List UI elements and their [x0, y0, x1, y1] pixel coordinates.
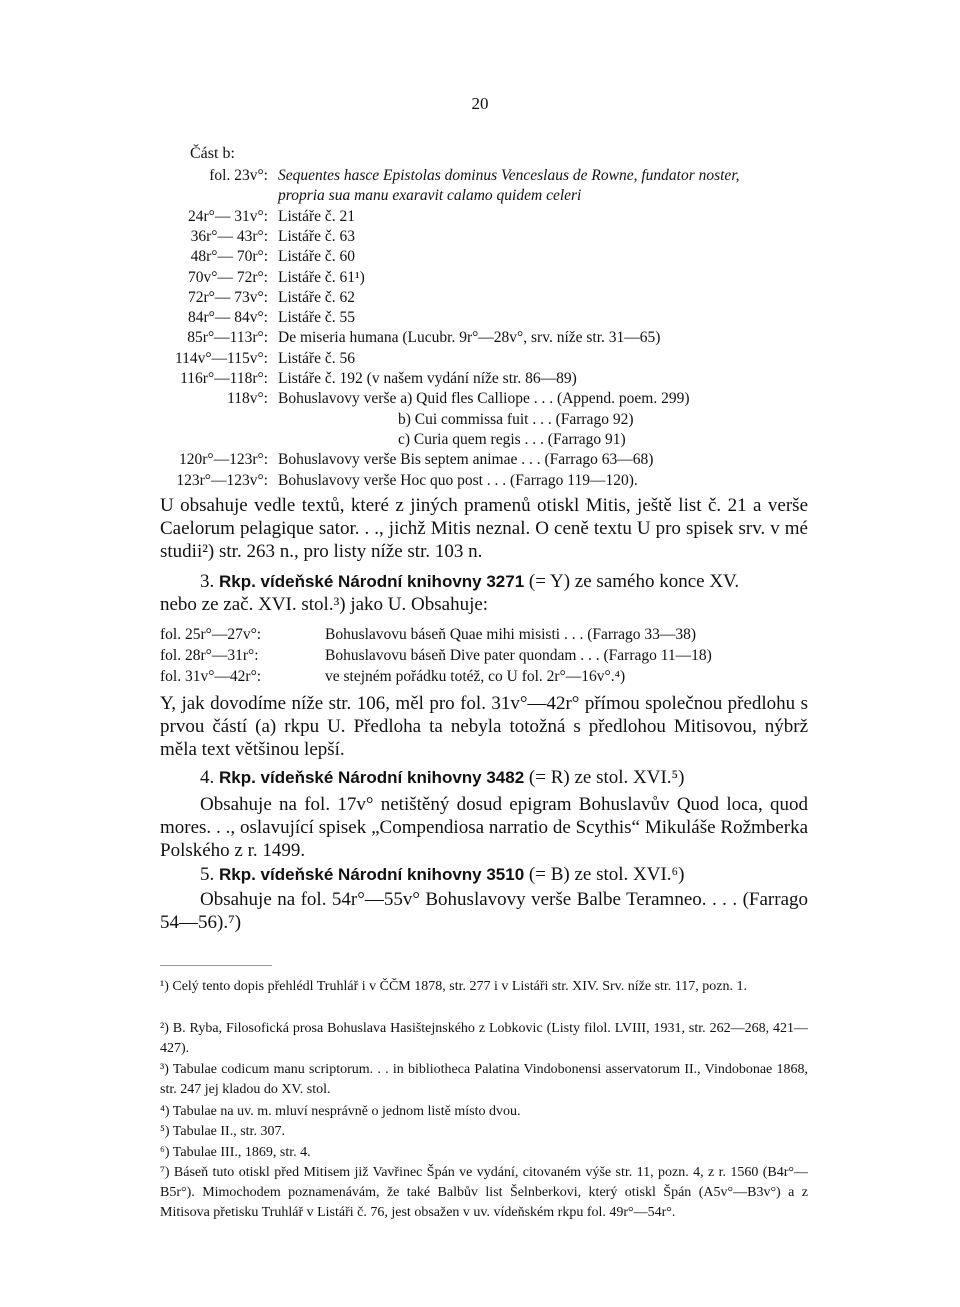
- entry-description: Bohuslavovy verše a) Quid fles Calliope . . . (Append. poem. 299): [278, 390, 690, 408]
- paragraph-u-contents: U obsahuje vedle textů, které z jiných pramenů otiskl Mitis, ještě list č. 21 a verše Caelorum pelagique sator. . ., jichž Mitis neznal. O ceně textu U pro spisek srv. v mé studii²) str. 263 n., pro listy níže str. 103 n.: [160, 495, 808, 562]
- heading-number: 3.: [200, 571, 215, 592]
- section-label: Část b:: [190, 145, 235, 162]
- entry-description: propria sua manu exaravit calamo quidem celeri: [278, 187, 582, 205]
- footnote: ³) Tabulae codicum manu scriptorum. . . in bibliotheca Palatina Vindobonensi asservatorum II., Vindobonae 1868, str. 247 jej kladou do XV. stol.: [160, 1062, 808, 1097]
- entry-description: b) Cui commissa fuit . . . (Farrago 92): [398, 410, 634, 428]
- heading-manuscript-4: [200, 767, 685, 789]
- folio-range: 36r°— 43r°:: [190, 227, 268, 245]
- manuscript-entry: [0, 269, 960, 289]
- heading-continuation: nebo ze zač. XVI. stol.³) jako U. Obsahuje:: [160, 594, 489, 615]
- manuscript-entry: [0, 309, 960, 329]
- folio-range: 85r°—113r°:: [187, 329, 268, 347]
- entry-description: Bohuslavovu báseň Quae mihi misisti . . . (Farrago 33—38): [325, 626, 697, 643]
- folio-range: 72r°— 73v°:: [188, 288, 268, 306]
- folio-range: 48r°— 70r°:: [190, 248, 268, 266]
- heading-title: Rkp. vídeňské Národní knihovny 3510: [219, 865, 525, 884]
- entry-description: De miseria humana (Lucubr. 9r°—28v°, srv. níže str. 31—65): [278, 329, 661, 347]
- heading-title: Rkp. vídeňské Národní knihovny 3482: [219, 768, 525, 787]
- entry-description: Listáře č. 192 (v našem vydání níže str. 86—89): [278, 370, 577, 387]
- footnote: ²) B. Ryba, Filosofická prosa Bohuslava Hasištejnského z Lobkovic (Listy filol. LVIII, 1931, str. 262—268, 421—427).: [160, 1021, 808, 1056]
- entry-description: Bohuslavovy verše Bis septem animae . . . (Farrago 63—68): [278, 451, 654, 469]
- folio-range: fol. 28r°—31r°:: [160, 647, 259, 664]
- entry-description: Bohuslavovy verše Hoc quo post . . . (Farrago 119—120).: [278, 471, 638, 489]
- entry-description: Listáře č. 60: [278, 248, 356, 266]
- entry-description: Listáře č. 21: [278, 207, 356, 225]
- footnote: ⁴) Tabulae na uv. m. mluví nesprávně o jednom listě místo dvou.: [160, 1104, 521, 1119]
- manuscript-entry: [0, 472, 960, 492]
- entry-description: Listáře č. 63: [278, 227, 356, 245]
- manuscript-entry: [0, 431, 960, 451]
- manuscript-entry: [0, 167, 960, 187]
- paragraph-r-contents: Obsahuje na fol. 17v° netištěný dosud epigram Bohuslavův Quod loca, quod mores. . ., oslavující spisek „Compendiosa narratio de Scythis“ Mikuláše Rožmberka Polského z r. 1499.: [160, 794, 808, 861]
- manuscript-entry: [160, 668, 625, 686]
- folio-range: 70v°— 72r°:: [188, 268, 268, 286]
- paragraph-b-contents: Obsahuje na fol. 54r°—55v° Bohuslavovy verše Balbe Teramneo. . . . (Farrago 54—56).⁷): [160, 889, 808, 933]
- folio-range: 114v°—115v°:: [174, 349, 268, 367]
- manuscript-entry: [160, 626, 696, 644]
- entry-description: Sequentes hasce Epistolas dominus Venceslaus de Rowne, fundator noster,: [278, 167, 740, 184]
- manuscript-entry: [0, 228, 960, 248]
- entry-description: Listáře č. 62: [278, 288, 356, 306]
- heading-rest: (= Y) ze samého konce XV.: [528, 571, 740, 592]
- manuscript-entry: [0, 187, 960, 207]
- folio-range: 118v°:: [227, 390, 268, 408]
- footnote: ⁵) Tabulae II., str. 307.: [160, 1124, 285, 1139]
- manuscript-entry: [160, 647, 712, 665]
- folio-range: 123r°—123v°:: [176, 471, 268, 489]
- folio-range: 120r°—123r°:: [178, 451, 268, 469]
- manuscript-entry: [0, 390, 960, 410]
- folio-range: fol. 31v°—42r°:: [160, 668, 262, 685]
- heading-manuscript-5: [200, 864, 685, 886]
- folio-range: 24r°— 31v°:: [188, 207, 268, 225]
- heading-manuscript-3: [200, 571, 739, 593]
- entry-description: Listáře č. 55: [278, 309, 356, 327]
- manuscript-entry: [0, 350, 960, 370]
- manuscript-entry: [0, 451, 960, 471]
- page-number: 20: [471, 94, 489, 113]
- paragraph-y-description: Y, jak dovodíme níže str. 106, měl pro fol. 31v°—42r° přímou společnou předlohu s prvou částí (a) rkpu U. Předloha ta nebyla totožná s předlohou Mitisovou, nýbrž měla text většinou lepší.: [160, 693, 808, 760]
- manuscript-entry: [0, 370, 960, 390]
- folio-range: fol. 23v°:: [209, 167, 268, 184]
- heading-number: 5.: [200, 864, 215, 885]
- footnote: ⁶) Tabulae III., 1869, str. 4.: [160, 1145, 311, 1160]
- footnote: ¹) Celý tento dopis přehlédl Truhlář i v ČČM 1878, str. 277 i v Listáři str. XIV. Srv. níže str. 117, pozn. 1.: [160, 979, 747, 994]
- manuscript-entry: [0, 411, 960, 431]
- entry-description: ve stejném pořádku totéž, co U fol. 2r°—16v°.⁴): [325, 668, 626, 685]
- entry-description: Listáře č. 61¹): [278, 268, 365, 286]
- manuscript-entry: [0, 289, 960, 309]
- heading-rest: (= B) ze stol. XVI.⁶): [528, 864, 685, 885]
- folio-range: fol. 25r°—27v°:: [160, 626, 262, 643]
- manuscript-entry: [0, 248, 960, 268]
- heading-title: Rkp. vídeňské Národní knihovny 3271: [219, 572, 525, 591]
- heading-rest: (= R) ze stol. XVI.⁵): [528, 767, 685, 788]
- entry-description: Listáře č. 56: [278, 349, 356, 367]
- footnote: ⁷) Báseň tuto otiskl před Mitisem již Vavřinec Špán ve vydání, citovaném výše str. 11, pozn. 4, z r. 1560 (B4r°—B5r°). Mimochodem poznamenávám, že také Balbův list Šelnberkovi, který otiskl Špán (A5v°—B3v°) a z Mitisova přetisku Truhlář v Listáři č. 76, jest obsažen v uv. vídeňském rkpu fol. 49r°—54r°.: [160, 1165, 808, 1220]
- footnote-divider: [160, 965, 272, 966]
- folio-range: 116r°—118r°:: [180, 370, 268, 387]
- folio-range: 84r°— 84v°:: [188, 309, 268, 327]
- heading-number: 4.: [200, 767, 215, 788]
- manuscript-entry: [0, 208, 960, 228]
- manuscript-entry: [0, 329, 960, 349]
- entry-description: c) Curia quem regis . . . (Farrago 91): [398, 430, 626, 448]
- entry-description: Bohuslavovu báseň Dive pater quondam . . . (Farrago 11—18): [325, 647, 712, 664]
